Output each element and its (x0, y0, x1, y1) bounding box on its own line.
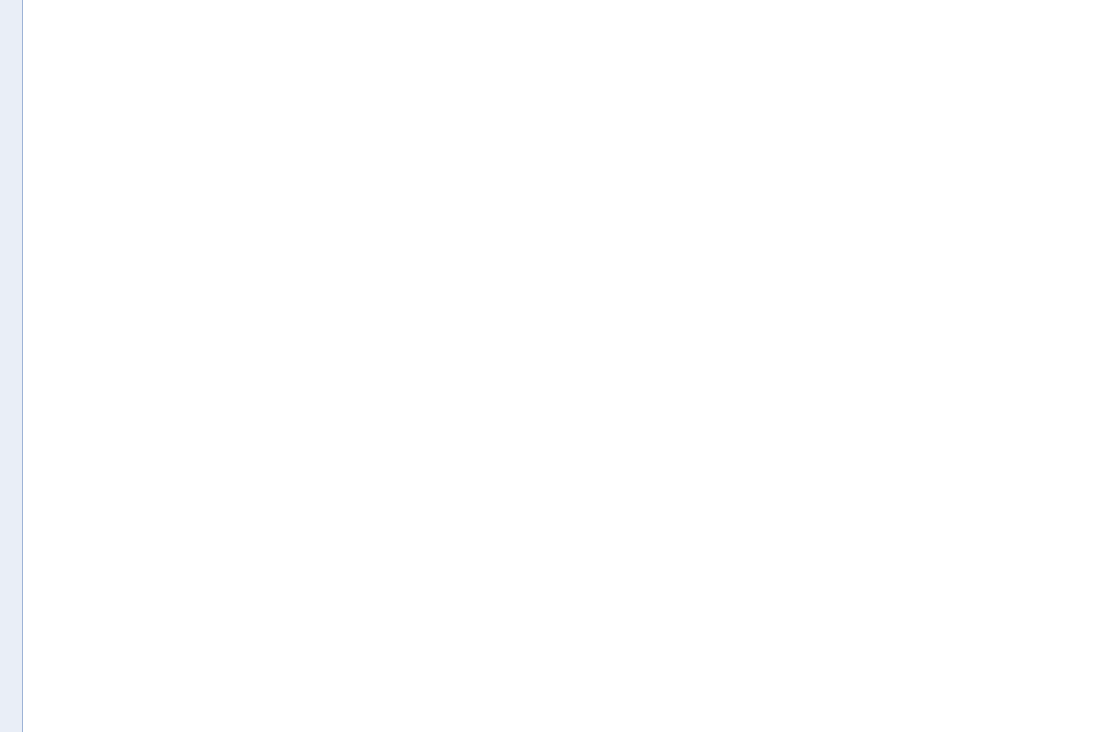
row-header-column (0, 0, 23, 732)
